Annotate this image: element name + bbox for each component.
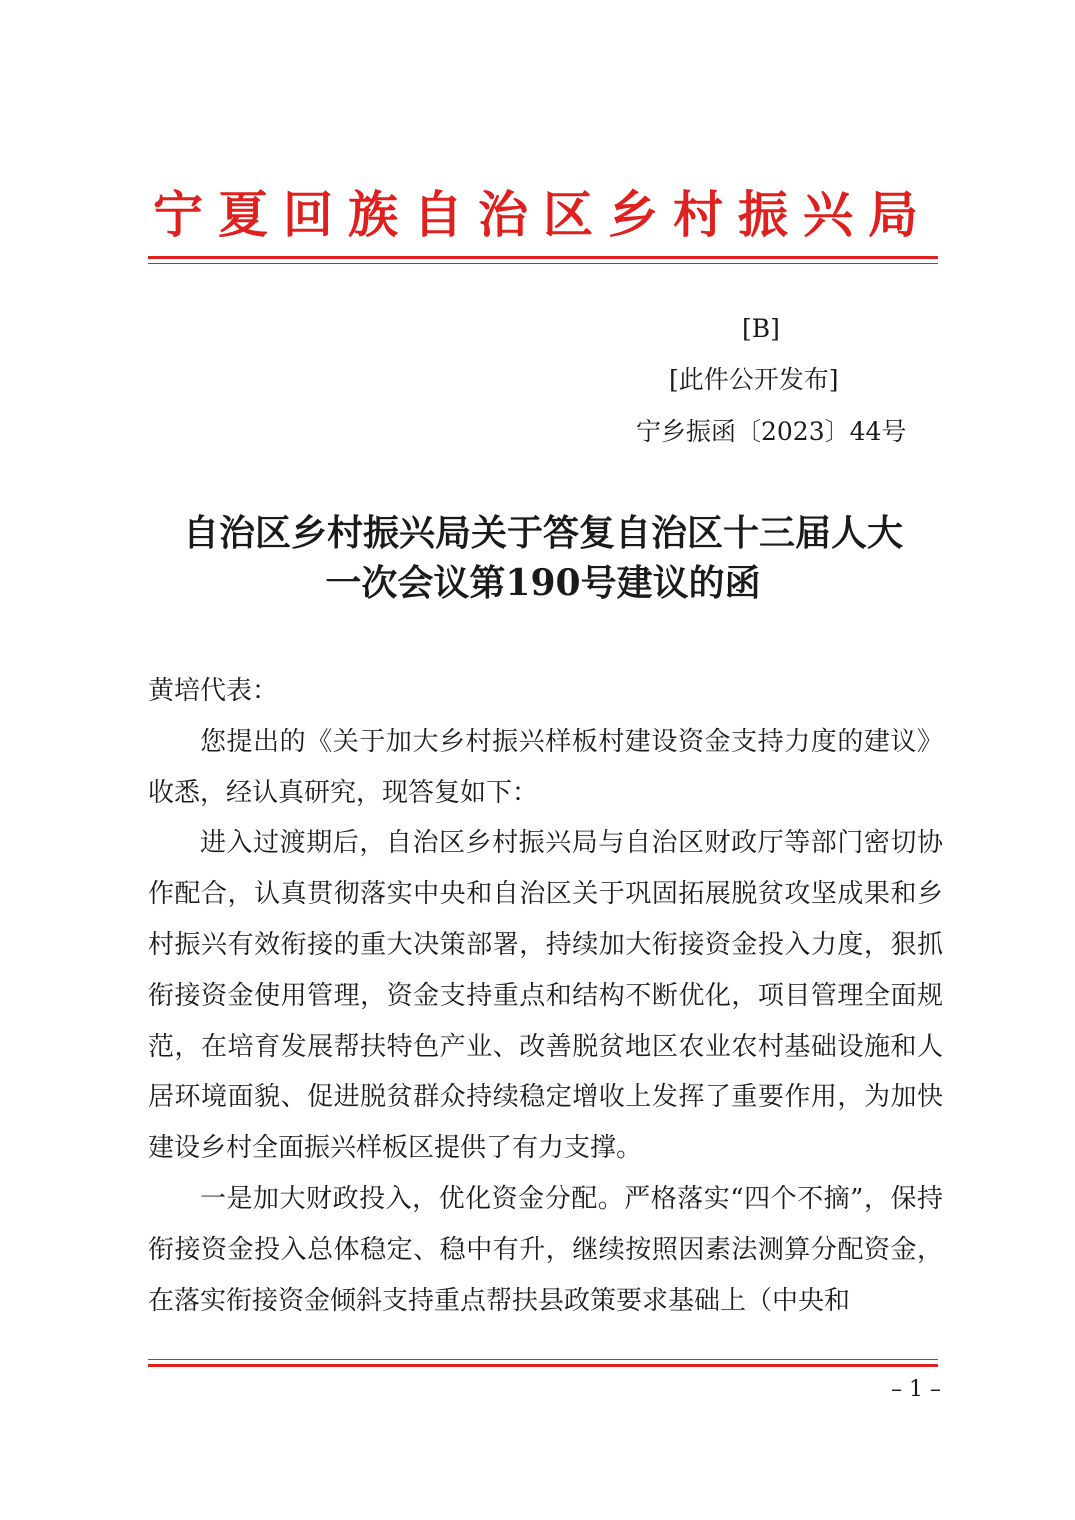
agency-header-title: 宁夏回族自治区乡村振兴局	[153, 185, 933, 244]
doc-category-label: [B]	[742, 314, 780, 343]
document-title-line-1: 自治区乡村振兴局关于答复自治区十三届人大	[182, 512, 903, 554]
footer-rule-thick	[148, 1364, 938, 1367]
publication-notice: [此件公开发布]	[669, 365, 839, 394]
body-paragraph: 进入过渡期后，自治区乡村振兴局与自治区财政厅等部门密切协作配合，认真贯彻落实中央和自治区关于巩固拓展脱贫攻坚成果和乡村振兴有效衔接的重大决策部署，持续加大衔接资金投入力度，狠抓衔接资金使用管理，资金支持重点和结构不断优化，项目管理全面规范，在培育发展帮扶特色产业、改善脱贫地区农业农村基础设施和人居环境面貌、促进脱贫群众持续稳定增收上发挥了重要作用，为加快建设乡村全面振兴样板区提供了有力支撑。	[148, 828, 943, 1164]
salutation: 黄培代表：	[148, 676, 279, 706]
page-number: – 1 –	[891, 1377, 941, 1402]
document-body	[148, 666, 943, 1326]
document-title-line-2: 一次会议第190号建议的函	[325, 562, 761, 604]
header-rule-thick	[148, 256, 938, 259]
body-paragraph: 您提出的《关于加大乡村振兴样板村建设资金支持力度的建议》收悉，经认真研究，现答复如下：	[148, 726, 943, 808]
document-number: 宁乡振函〔2023〕44号	[636, 417, 907, 446]
header-rule-thin	[148, 263, 938, 264]
body-paragraph: 一是加大财政投入，优化资金分配。严格落实“四个不摘”，保持衔接资金投入总体稳定、稳中有升，继续按照因素法测算分配资金，在落实衔接资金倾斜支持重点帮扶县政策要求基础上（中央和	[148, 1183, 943, 1316]
footer-rule-thin	[148, 1359, 938, 1360]
